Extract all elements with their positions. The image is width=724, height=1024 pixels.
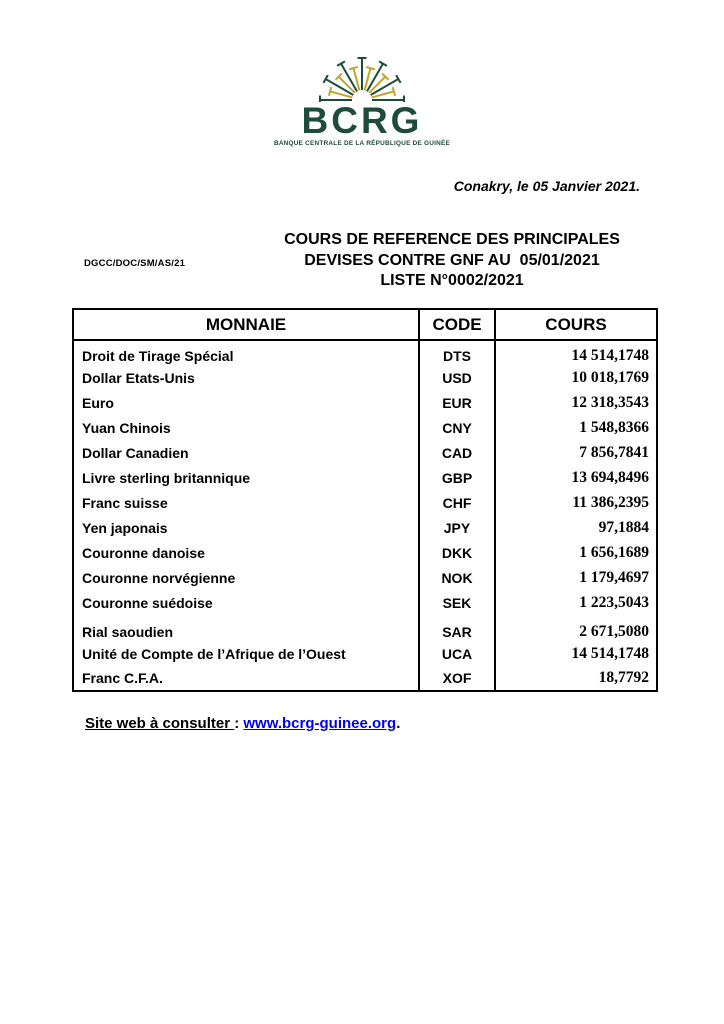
table-row (73, 390, 657, 415)
table-row (73, 465, 657, 490)
table-cell-code: CAD (419, 440, 495, 465)
table-cell-cours: 7 856,7841 (495, 440, 657, 465)
bcrg-logo (262, 50, 462, 147)
table-cell-monnaie: Livre sterling britannique (73, 465, 419, 490)
table-cell-monnaie: Yuan Chinois (73, 415, 419, 440)
reference-code: DGCC/DOC/SM/AS/21 (84, 258, 186, 269)
table-cell-code: DTS (419, 340, 495, 365)
table-cell-cours: 1 223,5043 (495, 590, 657, 615)
table-cell-monnaie: Couronne norvégienne (73, 565, 419, 590)
table-cell-code: SEK (419, 590, 495, 615)
website-colon: : (234, 715, 240, 732)
table-cell-cours: 18,7792 (495, 666, 657, 691)
table-row (73, 365, 657, 390)
table-cell-code: CNY (419, 415, 495, 440)
table-cell-code: UCA (419, 641, 495, 666)
logo-subtitle: BANQUE CENTRALE DE LA RÉPUBLIQUE DE GUINÉE (273, 140, 451, 147)
table-cell-code: JPY (419, 515, 495, 540)
header-monnaie: MONNAIE (73, 309, 419, 340)
table-cell-cours: 14 514,1748 (495, 641, 657, 666)
table-cell-monnaie: Franc C.F.A. (73, 666, 419, 691)
website-line (85, 715, 400, 732)
website-link[interactable]: www.bcrg-guinee.org (243, 715, 397, 732)
logo-wordmark: BCRG (301, 100, 423, 141)
sunburst-rays-icon (310, 50, 414, 102)
table-cell-cours: 10 018,1769 (495, 365, 657, 390)
table-row (73, 565, 657, 590)
table-cell-code: GBP (419, 465, 495, 490)
website-period: . (396, 715, 401, 732)
table-cell-cours: 1 548,8366 (495, 415, 657, 440)
table-cell-monnaie: Franc suisse (73, 490, 419, 515)
table-cell-cours: 13 694,8496 (495, 465, 657, 490)
table-cell-monnaie: Couronne suédoise (73, 590, 419, 615)
table-cell-code: EUR (419, 390, 495, 415)
table-cell-code: CHF (419, 490, 495, 515)
website-label: Site web à consulter (85, 715, 235, 732)
table-row (73, 515, 657, 540)
table-cell-code: NOK (419, 565, 495, 590)
table-cell-cours: 97,1884 (495, 515, 657, 540)
table-cell-cours: 12 318,3543 (495, 390, 657, 415)
table-cell-cours: 14 514,1748 (495, 340, 657, 365)
dateline: Conakry, le 05 Janvier 2021. (453, 178, 640, 194)
table-cell-monnaie: Euro (73, 390, 419, 415)
table-cell-monnaie: Rial saoudien (73, 615, 419, 641)
document-title (212, 230, 692, 292)
title-line-2: DEVISES CONTRE GNF AU 05/01/2021 (304, 251, 600, 269)
table-row (73, 340, 657, 365)
table-row (73, 440, 657, 465)
table-row (73, 641, 657, 666)
table-cell-cours: 11 386,2395 (495, 490, 657, 515)
table-cell-cours: 1 179,4697 (495, 565, 657, 590)
table-cell-code: XOF (419, 666, 495, 691)
table-cell-code: DKK (419, 540, 495, 565)
table-cell-cours: 1 656,1689 (495, 540, 657, 565)
table-row (73, 540, 657, 565)
table-cell-monnaie: Dollar Canadien (73, 440, 419, 465)
table-cell-monnaie: Unité de Compte de l’Afrique de l’Ouest (73, 641, 419, 666)
header-cours: COURS (495, 309, 657, 340)
table-cell-code: SAR (419, 615, 495, 641)
table-header-row (73, 309, 657, 340)
table-cell-monnaie: Droit de Tirage Spécial (73, 340, 419, 365)
table-row (73, 615, 657, 641)
table-cell-monnaie: Dollar Etats-Unis (73, 365, 419, 390)
table-row (73, 590, 657, 615)
table-cell-monnaie: Yen japonais (73, 515, 419, 540)
exchange-rates-table (72, 308, 658, 692)
table-cell-monnaie: Couronne danoise (73, 540, 419, 565)
table-cell-code: USD (419, 365, 495, 390)
table-row (73, 490, 657, 515)
table-cell-cours: 2 671,5080 (495, 615, 657, 641)
table-row (73, 666, 657, 691)
title-line-3: LISTE N°0002/2021 (380, 272, 524, 289)
header-code: CODE (419, 309, 495, 340)
table-row (73, 415, 657, 440)
title-line-1: COURS DE REFERENCE DES PRINCIPALES (284, 231, 620, 248)
